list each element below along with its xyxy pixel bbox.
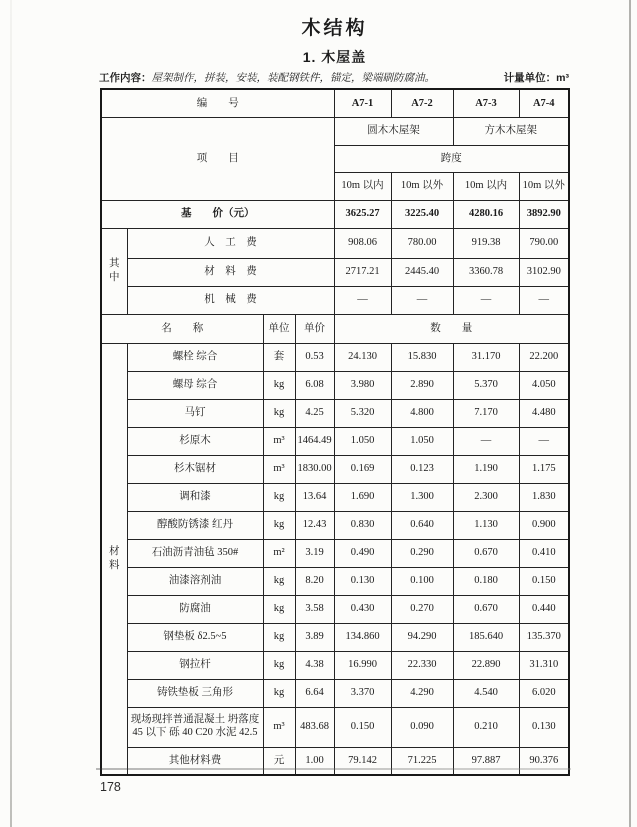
name-header-cell: 名 称 (101, 314, 263, 343)
material-row (101, 511, 569, 539)
qty-cell: 0.123 (391, 455, 453, 483)
cost-cell: 790.00 (519, 228, 569, 258)
material-name-cell: 石油沥青油毡 350# (127, 539, 263, 567)
material-cost-row (101, 258, 569, 286)
unit-cell: kg (263, 623, 295, 651)
truss-type-row (101, 117, 569, 145)
base-price-cell: 3892.90 (519, 200, 569, 228)
code-cell: A7-1 (334, 89, 391, 117)
qty-cell: 0.490 (334, 539, 391, 567)
section-title: 1. 木屋盖 (302, 49, 367, 65)
price-header-cell: 单价 (295, 314, 334, 343)
code-label-cell: 编 号 (101, 89, 334, 117)
qty-cell: 1.190 (453, 455, 519, 483)
qty-cell: 0.210 (453, 707, 519, 747)
breakdown-group-cell (101, 228, 127, 314)
page-number: 178 (100, 780, 121, 794)
qty-cell: 0.900 (519, 511, 569, 539)
cost-cell: 2717.21 (334, 258, 391, 286)
item-label-cell: 项 目 (101, 117, 334, 200)
unit-cell: kg (263, 371, 295, 399)
material-name-cell: 现场现拌普通混凝土 坍落度 45 以下 砾 40 C20 水泥 42.5 (127, 707, 263, 747)
qty-cell: 134.860 (334, 623, 391, 651)
qty-cell: 185.640 (453, 623, 519, 651)
price-cell: 3.19 (295, 539, 334, 567)
qty-cell: — (519, 427, 569, 455)
cost-cell: — (519, 286, 569, 314)
material-row (101, 707, 569, 747)
price-cell: 1830.00 (295, 455, 334, 483)
material-row (101, 651, 569, 679)
qty-cell: 3.370 (334, 679, 391, 707)
unit-header-cell: 单位 (263, 314, 295, 343)
span-option-cell: 10m 以内 (453, 172, 519, 200)
unit-cell: kg (263, 511, 295, 539)
qty-cell: 79.142 (334, 747, 391, 775)
qty-cell: 4.540 (453, 679, 519, 707)
qty-cell: 0.410 (519, 539, 569, 567)
qty-cell: 22.200 (519, 343, 569, 371)
cost-cell: 3360.78 (453, 258, 519, 286)
document-title: 木结构 (301, 18, 368, 39)
materials-group-label: 材料 (108, 546, 120, 571)
truss-type-cell: 圆木木屋架 (334, 117, 453, 145)
qty-cell: 2.890 (391, 371, 453, 399)
price-cell: 483.68 (295, 707, 334, 747)
material-row (101, 399, 569, 427)
material-row (101, 455, 569, 483)
code-cell: A7-2 (391, 89, 453, 117)
qty-cell: — (453, 427, 519, 455)
unit-cell: m² (263, 539, 295, 567)
material-name-cell: 杉原木 (127, 427, 263, 455)
unit-cell: kg (263, 679, 295, 707)
measure-unit-label: 计量单位：m³ (503, 72, 569, 84)
qty-cell: 0.150 (519, 567, 569, 595)
work-content-line (99, 70, 569, 85)
qty-cell: 1.050 (391, 427, 453, 455)
qty-cell: 24.130 (334, 343, 391, 371)
unit-cell: kg (263, 567, 295, 595)
span-option-cell: 10m 以外 (519, 172, 569, 200)
code-cell: A7-4 (519, 89, 569, 117)
qty-cell: 0.130 (334, 567, 391, 595)
qty-cell: 0.640 (391, 511, 453, 539)
qty-cell: 0.670 (453, 539, 519, 567)
labor-cost-row (101, 228, 569, 258)
material-row (101, 747, 569, 775)
qty-cell: 0.130 (519, 707, 569, 747)
cost-cell: — (334, 286, 391, 314)
material-row (101, 539, 569, 567)
cost-cell: 2445.40 (391, 258, 453, 286)
qty-cell: 31.170 (453, 343, 519, 371)
qty-cell: 6.020 (519, 679, 569, 707)
qty-cell: 3.980 (334, 371, 391, 399)
material-name-cell: 马钉 (127, 399, 263, 427)
qty-cell: 5.320 (334, 399, 391, 427)
unit-cell: 套 (263, 343, 295, 371)
material-name-cell: 螺栓 综合 (127, 343, 263, 371)
material-name-cell: 钢垫板 δ2.5~5 (127, 623, 263, 651)
qty-cell: 0.430 (334, 595, 391, 623)
qty-cell: 0.830 (334, 511, 391, 539)
unit-cell: kg (263, 399, 295, 427)
qty-cell: 7.170 (453, 399, 519, 427)
qty-cell: 0.440 (519, 595, 569, 623)
quota-table (100, 88, 570, 776)
qty-cell: 71.225 (391, 747, 453, 775)
qty-cell: 94.290 (391, 623, 453, 651)
qty-cell: 0.670 (453, 595, 519, 623)
qty-cell: 0.270 (391, 595, 453, 623)
truss-type-cell: 方木木屋架 (453, 117, 569, 145)
work-content (99, 70, 435, 85)
material-row (101, 483, 569, 511)
machine-cost-row (101, 286, 569, 314)
work-content-label: 工作内容： (99, 72, 152, 84)
base-price-label-cell: 基 价（元） (101, 200, 334, 228)
material-name-cell: 杉木锯材 (127, 455, 263, 483)
qty-cell: 16.990 (334, 651, 391, 679)
qty-cell: 0.150 (334, 707, 391, 747)
qty-cell: 90.376 (519, 747, 569, 775)
material-row (101, 427, 569, 455)
code-cell: A7-3 (453, 89, 519, 117)
material-row (101, 371, 569, 399)
table-bottom-scan-shadow (96, 768, 571, 770)
material-name-cell: 防腐油 (127, 595, 263, 623)
materials-header-row (101, 314, 569, 343)
unit-cell: m³ (263, 707, 295, 747)
unit-cell: kg (263, 651, 295, 679)
qty-cell: 4.480 (519, 399, 569, 427)
qty-cell: 31.310 (519, 651, 569, 679)
price-cell: 4.38 (295, 651, 334, 679)
unit-cell: kg (263, 595, 295, 623)
unit-cell: kg (263, 483, 295, 511)
qty-cell: 22.330 (391, 651, 453, 679)
price-cell: 1.00 (295, 747, 334, 775)
price-cell: 1464.49 (295, 427, 334, 455)
qty-cell: 4.800 (391, 399, 453, 427)
qty-cell: 0.180 (453, 567, 519, 595)
unit-cell: m³ (263, 427, 295, 455)
qty-cell: 0.090 (391, 707, 453, 747)
page-edge-right (629, 0, 631, 827)
base-price-cell: 3225.40 (391, 200, 453, 228)
qty-cell: 22.890 (453, 651, 519, 679)
material-name-cell: 醇酸防锈漆 红丹 (127, 511, 263, 539)
qty-cell: 0.100 (391, 567, 453, 595)
breakdown-group-label: 其中 (108, 258, 120, 283)
qty-cell: 15.830 (391, 343, 453, 371)
span-option-cell: 10m 以内 (334, 172, 391, 200)
qty-cell: 97.887 (453, 747, 519, 775)
span-option-cell: 10m 以外 (391, 172, 453, 200)
material-row (101, 679, 569, 707)
qty-cell: 0.290 (391, 539, 453, 567)
price-cell: 0.53 (295, 343, 334, 371)
material-row (101, 595, 569, 623)
base-price-cell: 3625.27 (334, 200, 391, 228)
qty-cell: 4.290 (391, 679, 453, 707)
price-cell: 3.89 (295, 623, 334, 651)
qty-cell: 1.050 (334, 427, 391, 455)
span-label-cell: 跨度 (334, 145, 569, 172)
base-price-cell: 4280.16 (453, 200, 519, 228)
cost-cell: 780.00 (391, 228, 453, 258)
material-row (101, 567, 569, 595)
cost-label-cell: 材 料 费 (127, 258, 334, 286)
qty-cell: 1.300 (391, 483, 453, 511)
price-cell: 8.20 (295, 567, 334, 595)
unit-cell: m³ (263, 455, 295, 483)
work-content-text: 屋架制作，拼装，安装，装配钢铁件，锚定，梁端刷防腐油。 (151, 73, 435, 84)
price-cell: 12.43 (295, 511, 334, 539)
qty-cell: 5.370 (453, 371, 519, 399)
code-row (101, 89, 569, 117)
qty-header-cell: 数 量 (334, 314, 569, 343)
qty-cell: 4.050 (519, 371, 569, 399)
scan-streak-left (10, 0, 12, 827)
cost-label-cell: 机 械 费 (127, 286, 334, 314)
qty-cell: 1.130 (453, 511, 519, 539)
material-name-cell: 油漆溶剂油 (127, 567, 263, 595)
price-cell: 6.64 (295, 679, 334, 707)
material-name-cell: 调和漆 (127, 483, 263, 511)
price-cell: 4.25 (295, 399, 334, 427)
material-name-cell: 钢拉杆 (127, 651, 263, 679)
qty-cell: 1.690 (334, 483, 391, 511)
qty-cell: 1.830 (519, 483, 569, 511)
material-name-cell: 铸铁垫板 三角形 (127, 679, 263, 707)
price-cell: 3.58 (295, 595, 334, 623)
qty-cell: 135.370 (519, 623, 569, 651)
cost-cell: — (453, 286, 519, 314)
material-row (101, 623, 569, 651)
cost-cell: 908.06 (334, 228, 391, 258)
cost-cell: 3102.90 (519, 258, 569, 286)
price-cell: 13.64 (295, 483, 334, 511)
material-name-cell: 螺母 综合 (127, 371, 263, 399)
material-name-cell: 其他材料费 (127, 747, 263, 775)
material-row (101, 343, 569, 371)
unit-cell: 元 (263, 747, 295, 775)
cost-cell: — (391, 286, 453, 314)
base-price-row (101, 200, 569, 228)
materials-group-cell (101, 343, 127, 775)
cost-cell: 919.38 (453, 228, 519, 258)
qty-cell: 2.300 (453, 483, 519, 511)
price-cell: 6.08 (295, 371, 334, 399)
cost-label-cell: 人 工 费 (127, 228, 334, 258)
qty-cell: 1.175 (519, 455, 569, 483)
qty-cell: 0.169 (334, 455, 391, 483)
